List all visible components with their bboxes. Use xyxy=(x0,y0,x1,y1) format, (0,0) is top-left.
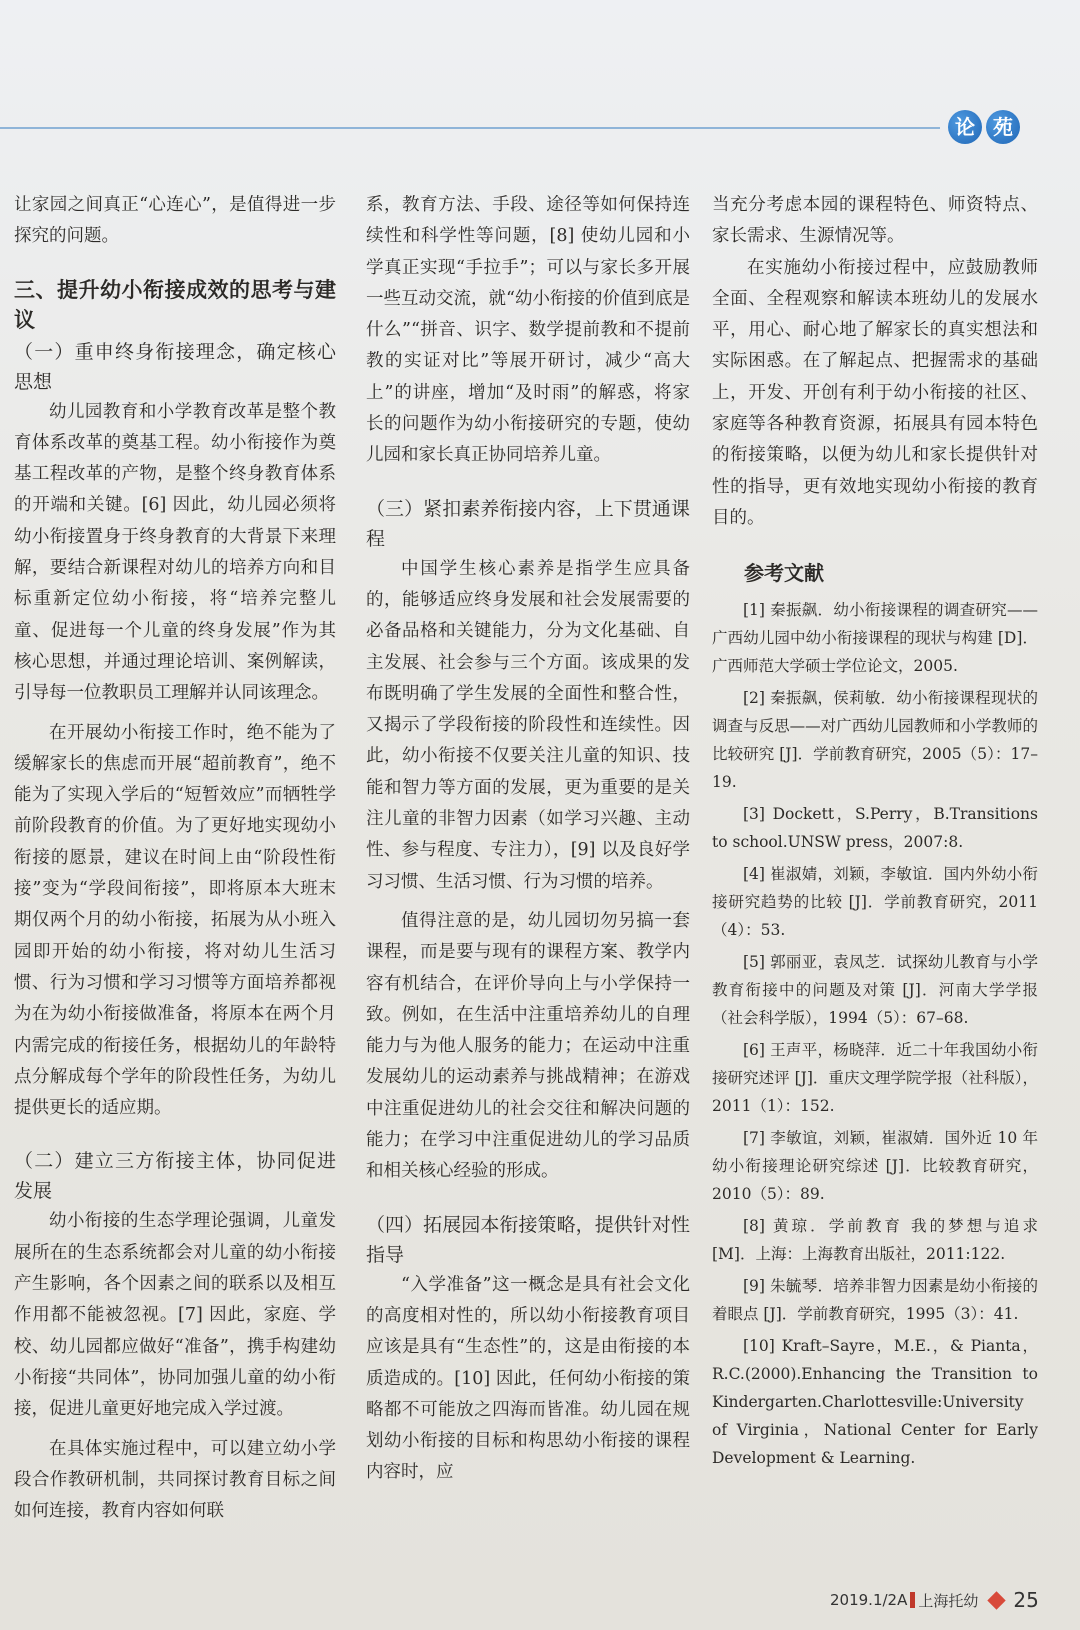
paragraph: 在实施幼小衔接过程中，应鼓励教师全面、全程观察和解读本班幼儿的发展水平，用心、耐心地了解家长的真实想法和实际困惑。在了解起点、把握需求的基础上，开发、开创有利于幼小衔接的社区、家庭等各种教育资源，拓展具有园本特色的衔接策略，以便为幼儿和家长提供针对性的指导，更有效地实现幼小衔接的教育目的。 xyxy=(712,257,1038,528)
reference-item: [1] 秦振飙．幼小衔接课程的调查研究——广西幼儿园中幼小衔接课程的现状与构建 [D]．广西师范大学硕士学位论文，2005. xyxy=(712,600,1038,675)
section-badge-char-1: 论 xyxy=(948,110,982,144)
section-heading-3: 三、提升幼小衔接成效的思考与建议 xyxy=(14,277,336,332)
reference-item: [9] 朱毓琴．培养非智力因素是幼小衔接的着眼点 [J]．学前教育研究，1995（3）：41. xyxy=(712,1276,1038,1323)
reference-item: [8] 黄琼．学前教育 我的梦想与追求 [M]．上海：上海教育出版社，2011:122. xyxy=(712,1216,1038,1263)
references-heading: 参考文献 xyxy=(744,561,824,586)
section-badge xyxy=(948,110,1020,144)
diamond-icon xyxy=(988,1591,1006,1609)
reference-list xyxy=(712,596,1038,1472)
reference-item: [3] Dockett，S.Perry，B.Transitions to school.UNSW press，2007:8. xyxy=(712,804,1038,851)
column-middle xyxy=(366,190,690,1489)
paragraph: 系，教育方法、手段、途径等如何保持连续性和科学性等问题，[8] 使幼儿园和小学真正实现“手拉手”；可以与家长多开展一些互动交流，就“幼小衔接的价值到底是什么”“拼音、识字、数学提前教和不提前教的实证对比”等展开研讨，减少“高大上”的讲座，增加“及时雨”的解惑，将家长的问题作为幼小衔接研究的专题，使幼儿园和家长真正协同培养儿童。 xyxy=(366,195,690,466)
paragraph: 当充分考虑本园的课程特色、师资特点、家长需求、生源情况等。 xyxy=(712,195,1038,247)
column-right xyxy=(712,190,1038,1476)
paragraph: 在开展幼小衔接工作时，绝不能为了缓解家长的焦虑而开展“超前教育”，绝不能为了实现入学后的“短暂效应”而牺牲学前阶段教育的价值。为了更好地实现幼小衔接的愿景，建议在时间上由“阶段性衔接”变为“学段间衔接”，即将原本大班末期仅两个月的幼小衔接，拓展为从小班入园即开始的幼小衔接，将对幼儿生活习惯、行为习惯和学习习惯等方面培养都视为在为幼小衔接做准备，将原本在两个月内需完成的衔接任务，根据幼儿的年龄特点分解成每个学年的阶段性任务，为幼儿提供更长的适应期。 xyxy=(14,722,336,1119)
page-footer xyxy=(830,1588,1039,1612)
paragraph: 让家园之间真正“心连心”，是值得进一步探究的问题。 xyxy=(14,195,336,247)
section-badge-char-2: 苑 xyxy=(986,110,1020,144)
reference-item: [10] Kraft–Sayre，M.E.，& Pianta，R.C.(2000).Enhancing the Transition to Kindergarten.Charlottesville:University of Virginia，National Center for Early Development & Learning. xyxy=(712,1336,1038,1467)
subsection-heading-1: （一）重申终身衔接理念，确定核心思想 xyxy=(14,340,336,393)
magazine-name: 上海托幼 xyxy=(918,1591,979,1610)
paragraph: “入学准备”这一概念是具有社会文化的高度相对性的，所以幼小衔接教育项目应该是具有“生态性”的，这是由衔接的本质造成的。[10] 因此，任何幼小衔接的策略都不可能放之四海而皆准。幼儿园在规划幼小衔接的目标和构思幼小衔接的课程内容时，应 xyxy=(366,1274,690,1483)
footer-bar-mark xyxy=(910,1592,915,1608)
reference-item: [5] 郭丽亚，袁凤芝．试探幼儿教育与小学教育衔接中的问题及对策 [J]．河南大学学报（社会科学版），1994（5）：67–68. xyxy=(712,952,1038,1027)
paragraph: 在具体实施过程中，可以建立幼小学段合作教研机制，共同探讨教育目标之间如何连接，教育内容如何联 xyxy=(14,1438,336,1522)
page-number: 25 xyxy=(1013,1588,1039,1612)
reference-item: [4] 崔淑婧，刘颖，李敏谊．国内外幼小衔接研究趋势的比较 [J]．学前教育研究，2011（4）：53. xyxy=(712,864,1038,939)
paragraph: 值得注意的是，幼儿园切勿另搞一套课程，而是要与现有的课程方案、教学内容有机结合，在评价导向上与小学保持一致。例如，在生活中注重培养幼儿的自理能力与为他人服务的能力；在运动中注重发展幼儿的运动素养与挑战精神；在游戏中注重促进幼儿的社会交往和解决问题的能力；在学习中注重促进幼儿的学习品质和相关核心经验的形成。 xyxy=(366,910,690,1182)
column-left xyxy=(14,190,336,1527)
subsection-heading-3: （三）紧扣素养衔接内容，上下贯通课程 xyxy=(366,497,690,550)
header-rule xyxy=(0,127,940,129)
paragraph: 中国学生核心素养是指学生应具备的，能够适应终身发展和社会发展需要的必备品格和关键能力，分为文化基础、自主发展、社会参与三个方面。该成果的发布既明确了学生发展的全面性和整合性，又揭示了学段衔接的阶段性和连续性。因此，幼小衔接不仅要关注儿童的知识、技能和智力等方面的发展，更为重要的是关注儿童的非智力因素（如学习兴趣、主动性、参与程度、专注力），[9] 以及良好学习习惯、生活习惯、行为习惯的培养。 xyxy=(366,558,690,892)
reference-item: [2] 秦振飙，侯莉敏．幼小衔接课程现状的调查与反思——对广西幼儿园教师和小学教师的比较研究 [J]．学前教育研究，2005（5）：17–19. xyxy=(712,688,1038,791)
paragraph: 幼小衔接的生态学理论强调，儿童发展所在的生态系统都会对儿童的幼小衔接产生影响，各个因素之间的联系以及相互作用都不能被忽视。[7] 因此，家庭、学校、幼儿园都应做好“准备”，携手构建幼小衔接“共同体”，协同加强儿童的幼小衔接，促进儿童更好地完成入学过渡。 xyxy=(14,1211,336,1420)
paragraph: 幼儿园教育和小学教育改革是整个教育体系改革的奠基工程。幼小衔接作为奠基工程改革的产物，是整个终身教育体系的开端和关键。[6] 因此，幼儿园必须将幼小衔接置身于终身教育的大背景下来理解，要结合新课程对幼儿的培养方向和目标重新定位幼小衔接，将“培养完整儿童、促进每一个儿童的终身发展”作为其核心思想，并通过理论培训、案例解读，引导每一位教职员工理解并认同该理念。 xyxy=(14,401,336,704)
reference-item: [6] 王声平，杨晓萍．近二十年我国幼小衔接研究述评 [J]．重庆文理学院学报（社科版），2011（1）：152. xyxy=(712,1040,1038,1115)
issue-label: 2019.1/2A xyxy=(830,1591,908,1609)
reference-item: [7] 李敏谊，刘颖，崔淑婧．国外近 10 年幼小衔接理论研究综述 [J]．比较教育研究，2010（5）：89. xyxy=(712,1128,1038,1203)
subsection-heading-4: （四）拓展园本衔接策略，提供针对性指导 xyxy=(366,1213,690,1266)
subsection-heading-2: （二）建立三方衔接主体，协同促进发展 xyxy=(14,1150,336,1203)
